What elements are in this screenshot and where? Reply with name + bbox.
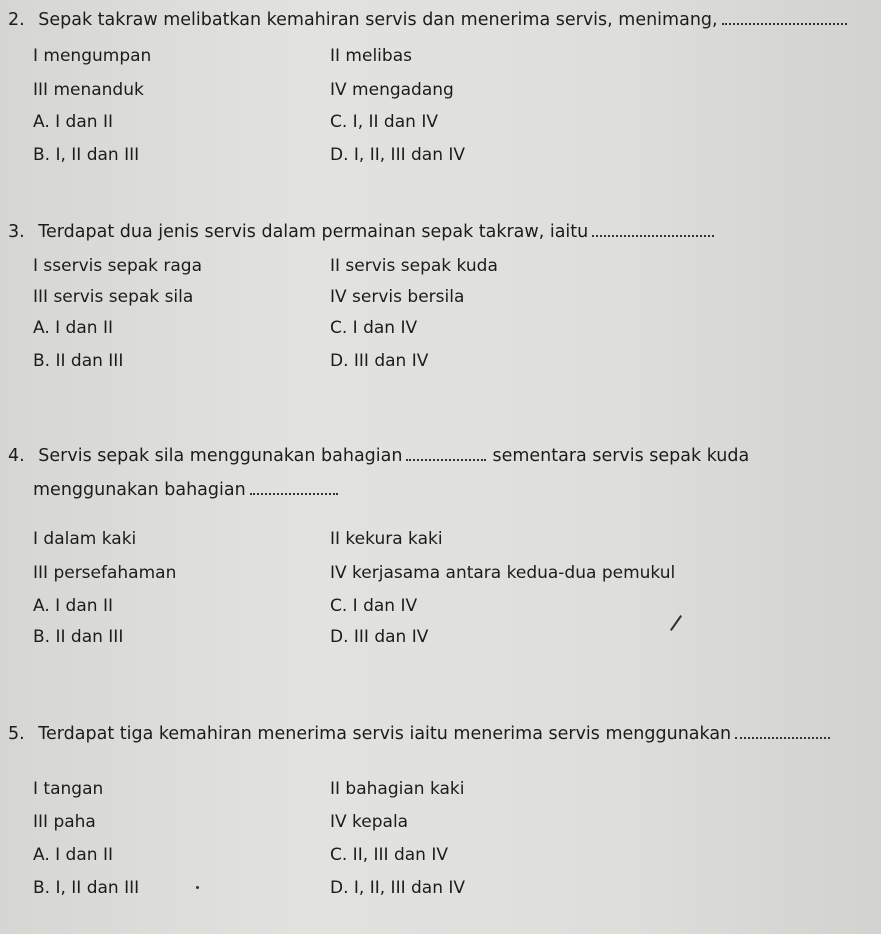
question-3-text: Terdapat dua jenis servis dalam permainan sepak takraw, iaitu [38,222,589,242]
question-2-stem [8,10,847,30]
question-4-number: 4. [8,446,25,466]
question-4-option-b: B. II dan III [33,627,124,647]
question-4-item-4: IV kerjasama antara kedua-dua pemukul [330,563,676,583]
question-3-item-2: II servis sepak kuda [330,256,498,276]
question-2-item-2: II melibas [330,46,412,66]
question-3-item-4: IV servis bersila [330,287,465,307]
question-3-stem [8,222,714,242]
answer-blank [592,223,714,237]
question-3-option-c: C. I dan IV [330,318,418,338]
question-3-item-3: III servis sepak sila [33,287,194,307]
question-2-option-a: A. I dan II [33,112,113,132]
question-5-item-1: I tangan [33,779,104,799]
question-2-item-4: IV mengadang [330,80,454,100]
question-3-option-d: D. III dan IV [330,351,429,371]
question-4-option-d: D. III dan IV [330,627,429,647]
question-2-text: Sepak takraw melibatkan kemahiran servis dan menerima servis, menimang, [38,10,718,30]
answer-blank [250,481,338,495]
question-4-option-c: C. I dan IV [330,596,418,616]
question-4-text-continued: sementara servis sepak kuda [492,446,750,466]
question-5-item-2: II bahagian kaki [330,779,465,799]
question-5-stem [8,724,830,744]
question-5-item-4: IV kepala [330,812,409,832]
pen-mark [670,615,682,631]
question-3-item-1: I sservis sepak raga [33,256,203,276]
question-5-option-c: C. II, III dan IV [330,845,448,865]
stray-dot [196,886,199,889]
question-4-stem [8,446,749,466]
question-4-item-3: III persefahaman [33,563,177,583]
question-5-item-3: III paha [33,812,96,832]
question-2-option-c: C. I, II dan IV [330,112,438,132]
question-2-option-d: D. I, II, III dan IV [330,145,466,165]
question-4-item-1: I dalam kaki [33,529,137,549]
question-2-number: 2. [8,10,25,30]
question-5-option-b: B. I, II dan III [33,878,140,898]
question-4-text: Servis sepak sila menggunakan bahagian [38,446,403,466]
question-4-text-line-2: menggunakan bahagian [33,480,246,500]
question-5-text: Terdapat tiga kemahiran menerima servis iaitu menerima servis menggunakan [38,724,732,744]
question-3-number: 3. [8,222,25,242]
question-5-option-a: A. I dan II [33,845,113,865]
question-5-number: 5. [8,724,25,744]
question-3-option-a: A. I dan II [33,318,113,338]
question-5-option-d: D. I, II, III dan IV [330,878,466,898]
question-4-item-2: II kekura kaki [330,529,443,549]
question-3-option-b: B. II dan III [33,351,124,371]
question-4-stem-line-2 [33,480,338,500]
question-2-item-1: I mengumpan [33,46,152,66]
question-4-option-a: A. I dan II [33,596,113,616]
question-2-option-b: B. I, II dan III [33,145,140,165]
answer-blank [722,11,847,25]
question-2-item-3: III menanduk [33,80,144,100]
answer-blank [735,725,830,739]
answer-blank [406,447,486,461]
